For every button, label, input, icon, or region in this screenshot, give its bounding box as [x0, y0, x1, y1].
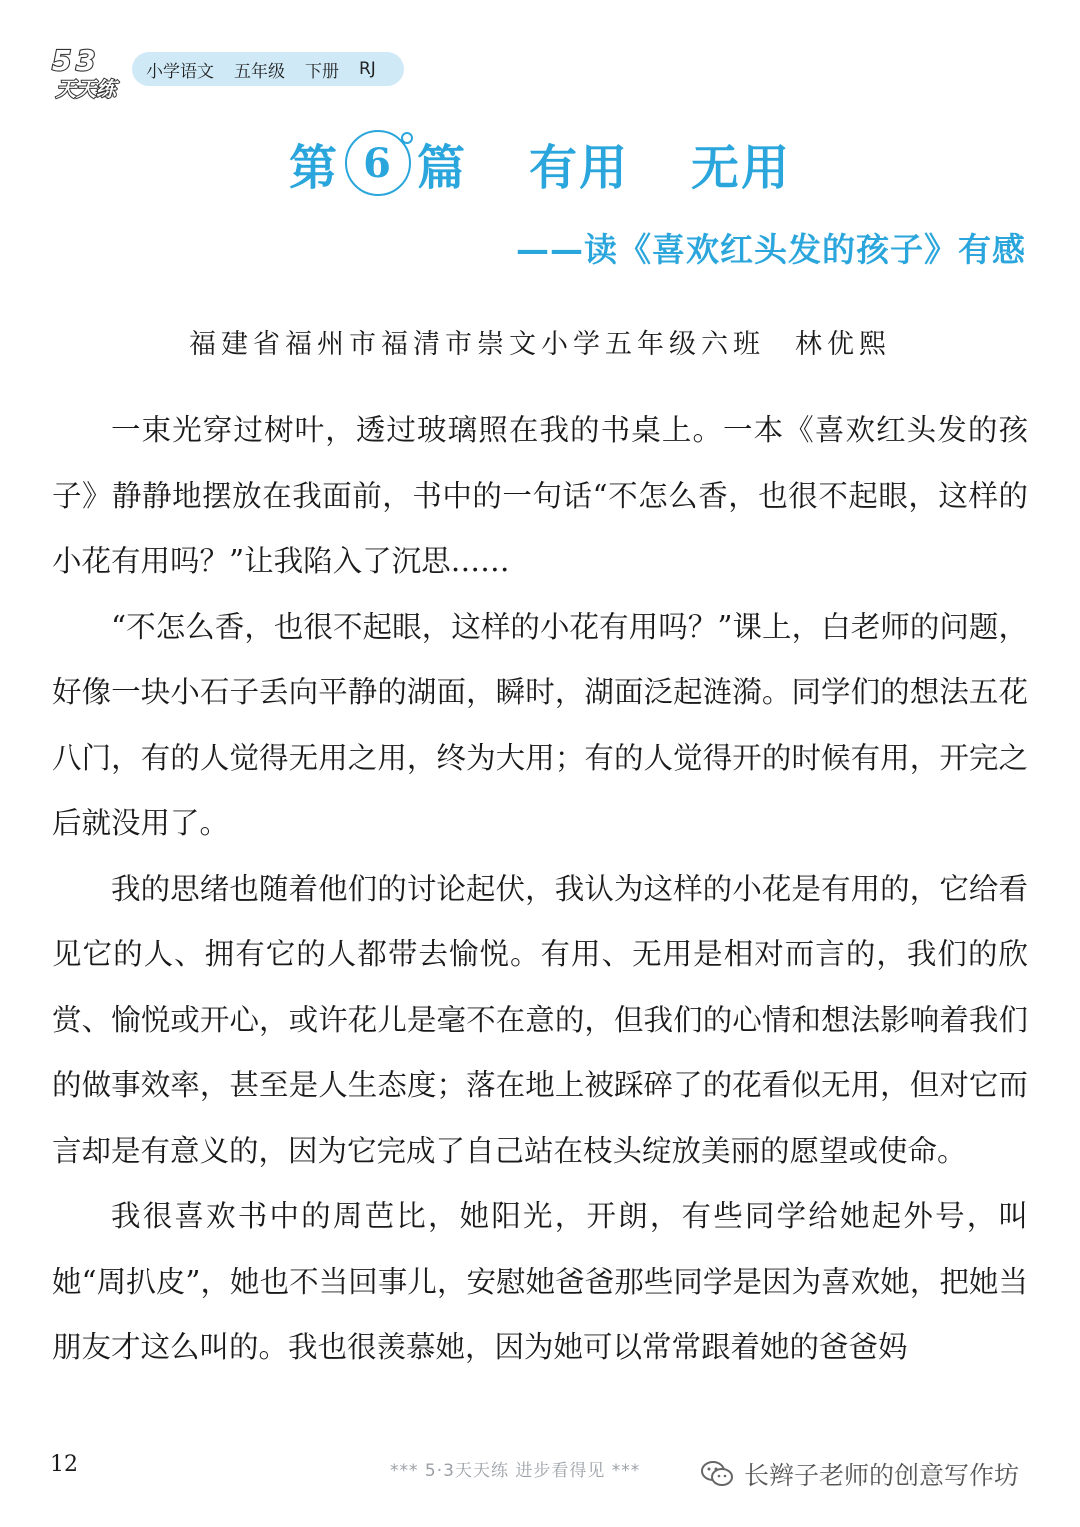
wechat-icon — [700, 1459, 734, 1489]
author-line — [0, 322, 1080, 361]
brand-logo — [46, 40, 122, 102]
book-grade: 五年级 — [234, 61, 285, 82]
svg-text:3: 3 — [76, 44, 96, 77]
article-subtitle: ——读《喜欢红头发的孩子》有感 — [516, 230, 1026, 269]
page-number: 12 — [50, 1452, 78, 1477]
brand-logo-icon — [46, 40, 122, 102]
author-school: 福建省福州市福清市崇文小学五年级六班 — [189, 329, 765, 360]
paragraph: 一束光穿过树叶，透过玻璃照在我的书桌上。一本《喜欢红头发的孩子》静静地摆放在我面前，书中的一句话“不怎么香，也很不起眼，这样的小花有用吗？”让我陷入了沉思…… — [52, 413, 1028, 578]
title-part1: 有用 — [529, 139, 630, 196]
title-suffix: 篇 — [416, 139, 467, 196]
article-body — [52, 398, 1028, 1381]
paragraph: “不怎么香，也很不起眼，这样的小花有用吗？”课上，白老师的问题，好像一块小石子丢向平静的湖面，瞬时，湖面泛起涟漪。同学们的想法五花八门，有的人觉得无用之用，终为大用；有的人觉得开的时候有用，开完之后就没用了。 — [52, 609, 1028, 840]
footer-slogan: *** 5·3天天练 进步看得见 *** — [390, 1461, 641, 1481]
book-edition: RJ — [359, 59, 376, 79]
title-number-circle: 6 — [345, 130, 411, 196]
title-part2: 无用 — [691, 139, 792, 196]
author-name: 林优熙 — [795, 329, 891, 360]
paragraph: 我的思绪也随着他们的讨论起伏，我认为这样的小花是有用的，它给看见它的人、拥有它的人都带去愉悦。有用、无用是相对而言的，我们的欣赏、愉悦或开心，或许花儿是毫不在意的，但我们的心情和想法影响着我们的做事效率，甚至是人生态度；落在地上被踩碎了的花看似无用，但对它而言却是有意义的，因为它完成了自己站在枝头绽放美丽的愿望或使命。 — [52, 871, 1028, 1168]
watermark-text: 长辫子老师的创意写作坊 — [744, 1461, 1020, 1490]
title-prefix: 第 — [288, 139, 339, 196]
watermark — [700, 1454, 1019, 1494]
article-title — [0, 128, 1080, 198]
book-volume: 下册 — [305, 61, 339, 82]
svg-text:5: 5 — [52, 44, 72, 77]
paragraph: 我很喜欢书中的周芭比，她阳光，开朗，有些同学给她起外号，叫她“周扒皮”，她也不当回事儿，安慰她爸爸那些同学是因为喜欢她，把她当朋友才这么叫的。我也很羡慕她，因为她可以常常跟着她的爸爸妈 — [52, 1199, 1028, 1364]
svg-text:天天练: 天天练 — [56, 77, 116, 101]
book-info-badge — [132, 52, 404, 86]
book-subject: 小学语文 — [146, 61, 214, 82]
